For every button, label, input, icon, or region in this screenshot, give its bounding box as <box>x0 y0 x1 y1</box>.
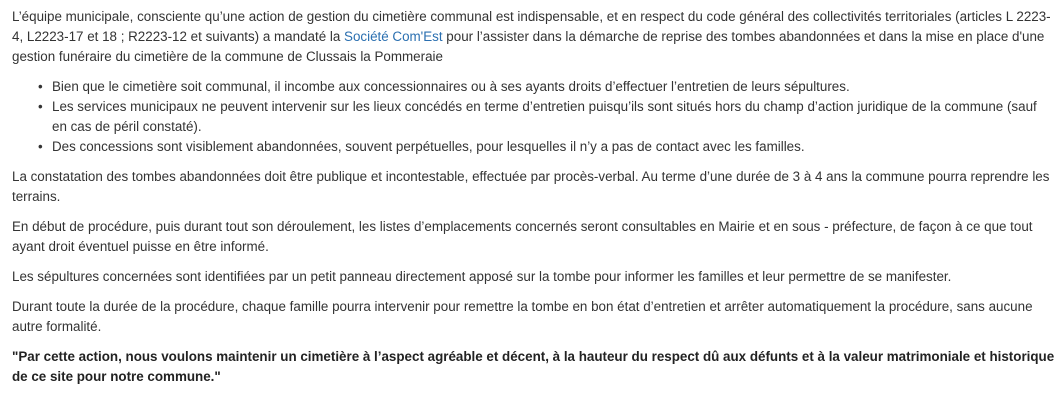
bullet-icon: • <box>38 79 43 94</box>
paragraph-panneau: Les sépultures concernées sont identifiées par un petit panneau directement apposé sur la tombe pour informer les familles et leur permettre de se manifester. <box>12 269 952 284</box>
intro-text-after-link: pour l’assister dans la démarche de reprise des tombes abandonnées et dans la mise en place d'une gestion funéraire du cimetière de la commune de Clussais la Pommeraie <box>12 29 1045 64</box>
paragraph-constatation: La constatation des tombes abandonnées doit être publique et incontestable, effectuée par procès-verbal. Au terme d’une durée de 3 à 4 ans la commune pourra reprendre les terrains. <box>12 169 1050 204</box>
list-item-text: Les services municipaux ne peuvent intervenir sur les lieux concédés en terme d’entretien puisqu’ils sont situés hors du champ d’action juridique de la commune (sauf en cas de péril constaté). <box>52 99 1037 134</box>
list-item-text: Des concessions sont visiblement abandonnées, souvent perpétuelles, pour lesquelles il n’y a pas de contact avec les familles. <box>52 139 805 154</box>
bullet-icon: • <box>38 99 43 114</box>
bullet-list <box>12 77 1055 157</box>
list-item-text: Bien que le cimetière soit communal, il incombe aux concessionnaires ou à ses ayants droits d’effectuer l’entretien de leurs sépultures. <box>52 79 850 94</box>
intro-paragraph <box>12 7 1055 67</box>
societe-comest-link[interactable]: Société Com'Est <box>344 29 443 44</box>
list-item <box>38 77 1055 97</box>
paragraph-debut-procedure: En début de procédure, puis durant tout son déroulement, les listes d’emplacements concernés seront consultables en Mairie et en sous - préfecture, de façon à ce que tout ayant droit éventuel puisse en être informé. <box>12 219 1033 254</box>
bullet-icon: • <box>38 139 43 154</box>
closing-quote: "Par cette action, nous voulons maintenir un cimetière à l’aspect agréable et décent, à la hauteur du respect dû aux défunts et à la valeur matrimoniale et historique de ce site pour notre commune." <box>12 349 1055 384</box>
intro-text-before-link: L’équipe municipale, consciente qu’une action de gestion du cimetière communal est indispensable, et en respect du code général des collectivités territoriales (articles L 2223-4, L2223-17 et 18 ; R2223-12 et suivants) a mandaté la <box>12 9 1051 44</box>
list-item <box>38 97 1055 137</box>
paragraph-duree-procedure: Durant toute la durée de la procédure, chaque famille pourra intervenir pour remettre la tombe en bon état d’entretien et arrêter automatiquement la procédure, sans aucune autre formalité. <box>12 299 1033 334</box>
list-item <box>38 137 1055 157</box>
